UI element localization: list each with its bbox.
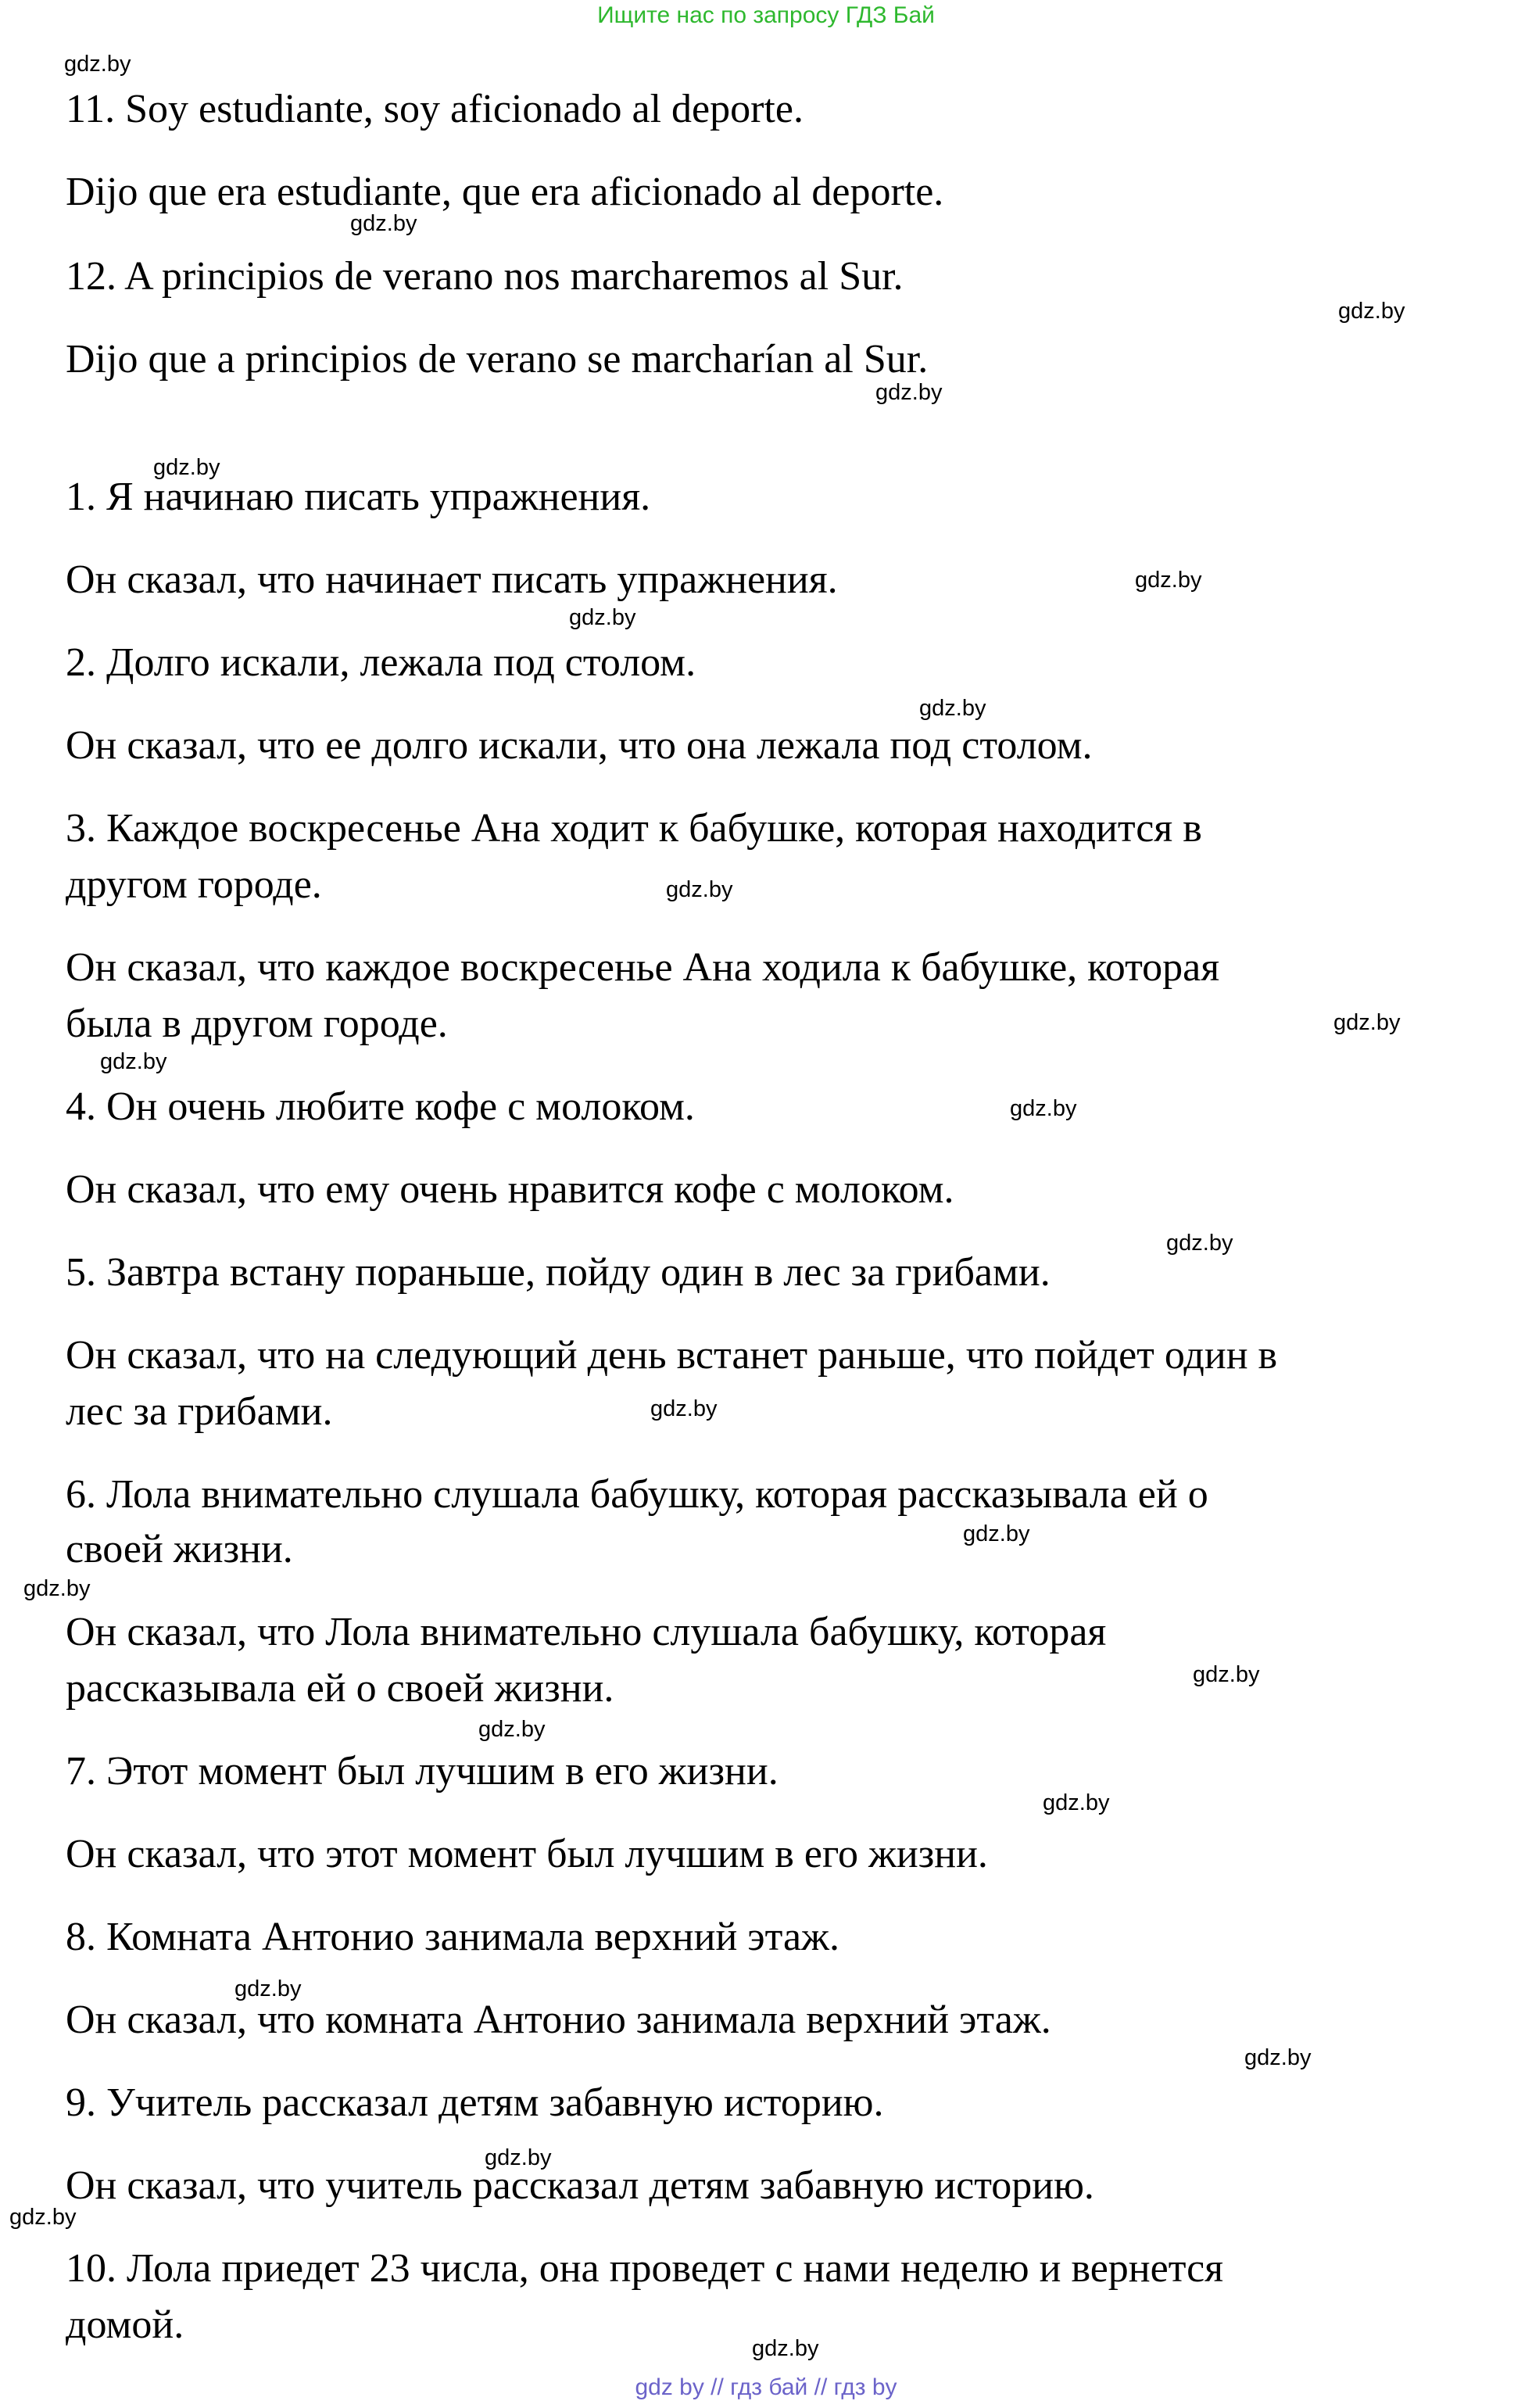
watermark: gdz.by: [478, 1717, 546, 1742]
text-line: 6. Лола внимательно слушала бабушку, которая рассказывала ей о: [66, 1472, 1208, 1517]
watermark: gdz.by: [666, 877, 733, 902]
watermark: gdz.by: [875, 380, 943, 405]
watermark: gdz.by: [23, 1576, 91, 1601]
text-line: Он сказал, что Лола внимательно слушала бабушку, которая: [66, 1610, 1107, 1654]
text-line: 11. Soy estudiante, soy aficionado al deporte.: [66, 87, 804, 131]
text-line: Он сказал, что ему очень нравится кофе с молоком.: [66, 1167, 954, 1212]
text-line: 4. Он очень любите кофе с молоком.: [66, 1084, 695, 1129]
text-line: была в другом городе.: [66, 1002, 448, 1046]
text-line: 5. Завтра встану пораньше, пойду один в лес за грибами.: [66, 1250, 1051, 1295]
text-line: рассказывала ей о своей жизни.: [66, 1666, 614, 1711]
watermark: gdz.by: [963, 1521, 1030, 1546]
watermark: gdz.by: [1166, 1231, 1233, 1256]
text-line: своей жизни.: [66, 1527, 293, 1571]
site-footer-links: gdz by // гдз бай // гдз by: [635, 2374, 897, 2400]
text-line: Он сказал, что учитель рассказал детям забавную историю.: [66, 2163, 1094, 2208]
watermark: gdz.by: [1193, 1662, 1260, 1687]
text-line: лес за грибами.: [66, 1389, 333, 1434]
text-line: 9. Учитель рассказал детям забавную историю.: [66, 2080, 884, 2125]
site-header-banner: Ищите нас по запросу ГДЗ Бай: [597, 2, 935, 28]
watermark: gdz.by: [153, 455, 220, 480]
watermark: gdz.by: [1333, 1010, 1401, 1035]
watermark: gdz.by: [1244, 2045, 1312, 2070]
text-line: 3. Каждое воскресенье Ана ходит к бабушке, которая находится в: [66, 806, 1202, 851]
text-line: Он сказал, что на следующий день встанет раньше, что пойдет один в: [66, 1333, 1278, 1378]
watermark: gdz.by: [1135, 568, 1202, 593]
text-line: 8. Комната Антонио занимала верхний этаж.: [66, 1915, 839, 1959]
text-line: домой.: [66, 2302, 184, 2347]
text-line: Dijo que a principios de verano se marcharían al Sur.: [66, 337, 929, 382]
watermark: gdz.by: [100, 1049, 167, 1074]
watermark: gdz.by: [234, 1976, 302, 2001]
watermark: gdz.by: [919, 696, 986, 721]
text-line: 1. Я начинаю писать упражнения.: [66, 475, 651, 519]
text-line: Dijo que era estudiante, que era aficionado al deporte.: [66, 170, 944, 214]
watermark: gdz.by: [650, 1396, 718, 1421]
watermark: gdz.by: [350, 211, 417, 236]
text-line: Он сказал, что ее долго искали, что она лежала под столом.: [66, 723, 1093, 768]
watermark: gdz.by: [9, 2205, 77, 2230]
text-line: Он сказал, что этот момент был лучшим в его жизни.: [66, 1832, 988, 1876]
watermark: gdz.by: [569, 605, 636, 630]
watermark: gdz.by: [1338, 299, 1405, 324]
watermark: gdz.by: [1010, 1096, 1077, 1121]
text-line: 2. Долго искали, лежала под столом.: [66, 640, 696, 685]
text-line: Он сказал, что каждое воскресенье Ана ходила к бабушке, которая: [66, 945, 1220, 990]
watermark: gdz.by: [64, 52, 131, 77]
text-line: 12. A principios de verano nos marcharemos al Sur.: [66, 254, 904, 299]
text-line: другом городе.: [66, 862, 322, 907]
watermark: gdz.by: [485, 2145, 552, 2170]
watermark: gdz.by: [1043, 1790, 1110, 1815]
text-line: Он сказал, что комната Антонио занимала верхний этаж.: [66, 1998, 1051, 2042]
text-line: Он сказал, что начинает писать упражнения.: [66, 557, 838, 602]
text-line: 7. Этот момент был лучшим в его жизни.: [66, 1749, 779, 1793]
text-line: 10. Лола приедет 23 числа, она проведет с нами неделю и вернется: [66, 2246, 1224, 2291]
watermark: gdz.by: [752, 2336, 819, 2361]
